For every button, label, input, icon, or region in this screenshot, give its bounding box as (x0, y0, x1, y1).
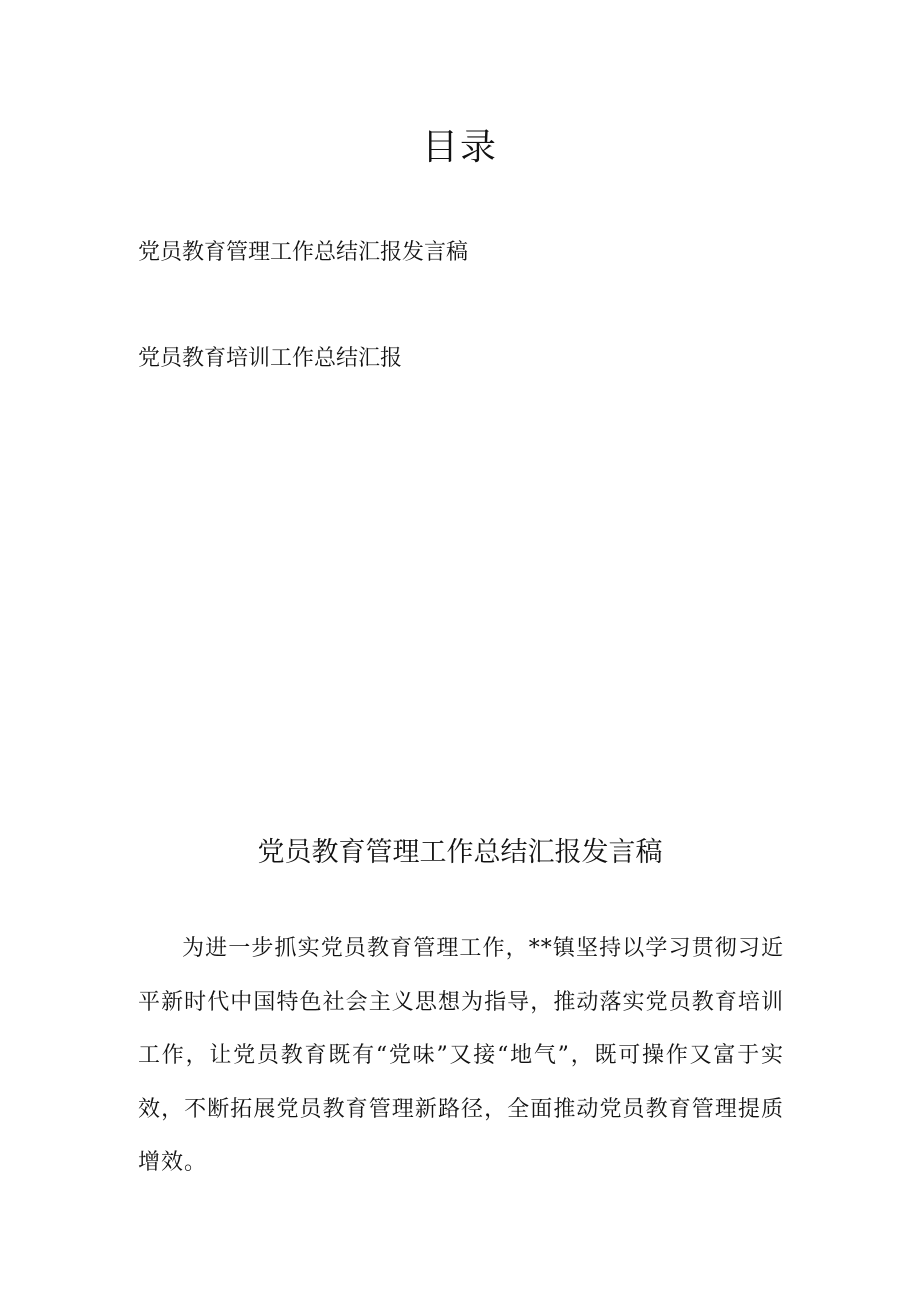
toc-item-1[interactable]: 党员教育管理工作总结汇报发言稿 (138, 240, 469, 265)
article-paragraph: 为进一步抓实党员教育管理工作，**镇坚持以学习贯彻习近平新时代中国特色社会主义思想为指导，推动落实党员教育培训工作，让党员教育既有“党味”又接“地气”，既可操作又富于实效，不断拓展党员教育管理新路径，全面推动党员教育管理提质增效。 (138, 936, 784, 1175)
article-title: 党员教育管理工作总结汇报发言稿 (257, 837, 663, 868)
toc-title: 目录 (421, 127, 498, 168)
toc-item-2[interactable]: 党员教育培训工作总结汇报 (138, 346, 403, 371)
